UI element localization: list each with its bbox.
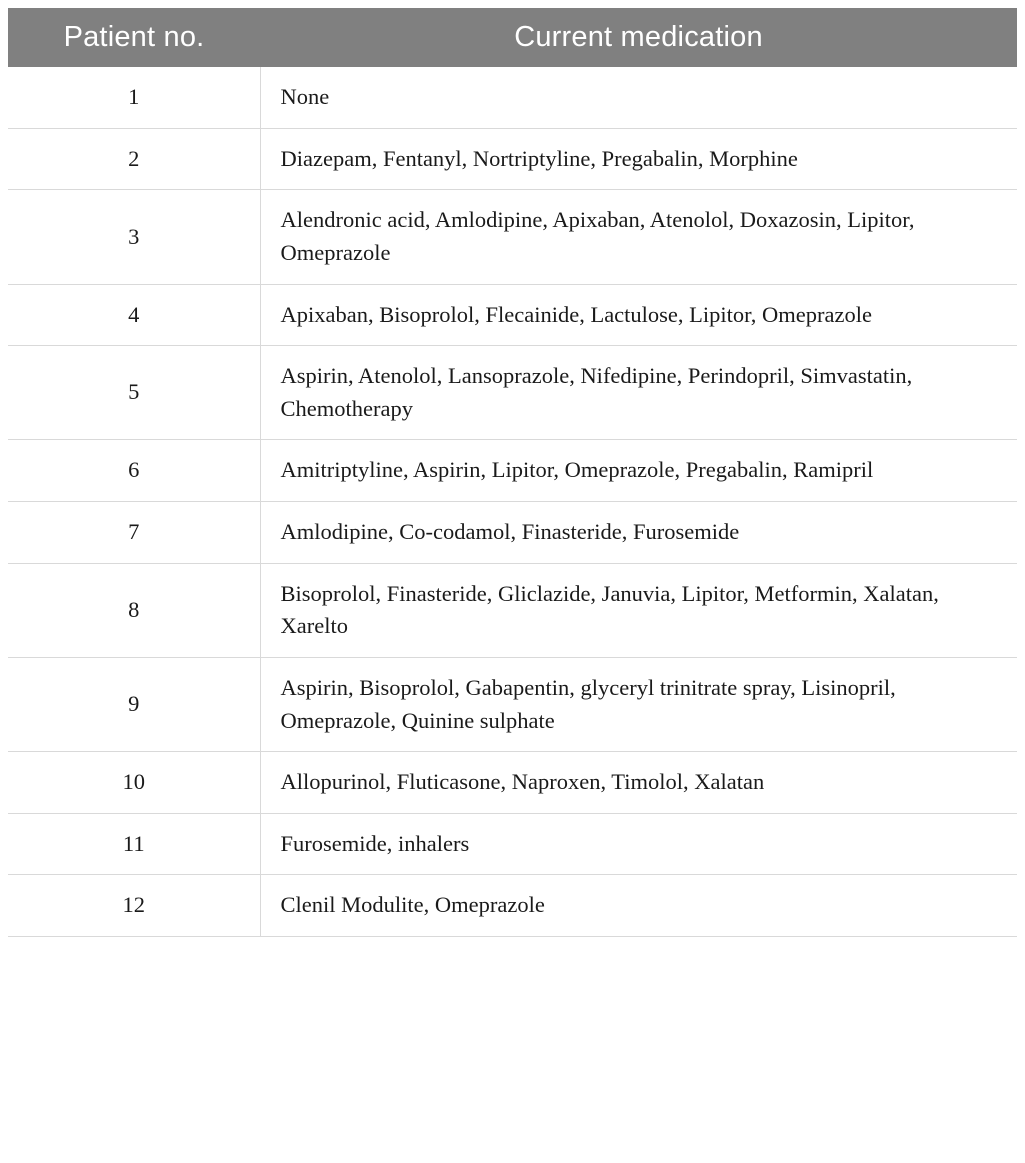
cell-current-medication: Amitriptyline, Aspirin, Lipitor, Omeprazole, Pregabalin, Ramipril (260, 440, 1017, 502)
table-row (8, 67, 1017, 128)
cell-patient-no: 11 (8, 813, 260, 875)
cell-current-medication: Bisoprolol, Finasteride, Gliclazide, Januvia, Lipitor, Metformin, Xalatan, Xarelto (260, 563, 1017, 657)
cell-current-medication: Clenil Modulite, Omeprazole (260, 875, 1017, 937)
table-row (8, 657, 1017, 751)
cell-current-medication: None (260, 67, 1017, 128)
cell-patient-no: 8 (8, 563, 260, 657)
cell-current-medication: Furosemide, inhalers (260, 813, 1017, 875)
cell-patient-no: 3 (8, 190, 260, 284)
cell-current-medication: Apixaban, Bisoprolol, Flecainide, Lactulose, Lipitor, Omeprazole (260, 284, 1017, 346)
table-header-row (8, 8, 1017, 67)
table-row (8, 284, 1017, 346)
cell-patient-no: 1 (8, 67, 260, 128)
cell-current-medication: Aspirin, Atenolol, Lansoprazole, Nifedipine, Perindopril, Simvastatin, Chemotherapy (260, 346, 1017, 440)
cell-patient-no: 7 (8, 502, 260, 564)
cell-patient-no: 4 (8, 284, 260, 346)
cell-patient-no: 5 (8, 346, 260, 440)
patient-medication-table (8, 8, 1017, 937)
table-row (8, 440, 1017, 502)
column-header-patient-no: Patient no. (8, 8, 260, 67)
table-row (8, 128, 1017, 190)
table-row (8, 875, 1017, 937)
cell-patient-no: 10 (8, 752, 260, 814)
column-header-current-medication: Current medication (260, 8, 1017, 67)
table-row (8, 813, 1017, 875)
cell-patient-no: 2 (8, 128, 260, 190)
table-header (8, 8, 1017, 67)
cell-patient-no: 6 (8, 440, 260, 502)
table-row (8, 502, 1017, 564)
table-row (8, 563, 1017, 657)
table-row (8, 190, 1017, 284)
cell-current-medication: Alendronic acid, Amlodipine, Apixaban, Atenolol, Doxazosin, Lipitor, Omeprazole (260, 190, 1017, 284)
table-body (8, 67, 1017, 937)
cell-current-medication: Allopurinol, Fluticasone, Naproxen, Timolol, Xalatan (260, 752, 1017, 814)
cell-current-medication: Amlodipine, Co-codamol, Finasteride, Furosemide (260, 502, 1017, 564)
cell-patient-no: 12 (8, 875, 260, 937)
cell-current-medication: Aspirin, Bisoprolol, Gabapentin, glyceryl trinitrate spray, Lisinopril, Omeprazole, Quinine sulphate (260, 657, 1017, 751)
cell-patient-no: 9 (8, 657, 260, 751)
table-row (8, 752, 1017, 814)
cell-current-medication: Diazepam, Fentanyl, Nortriptyline, Pregabalin, Morphine (260, 128, 1017, 190)
table-row (8, 346, 1017, 440)
